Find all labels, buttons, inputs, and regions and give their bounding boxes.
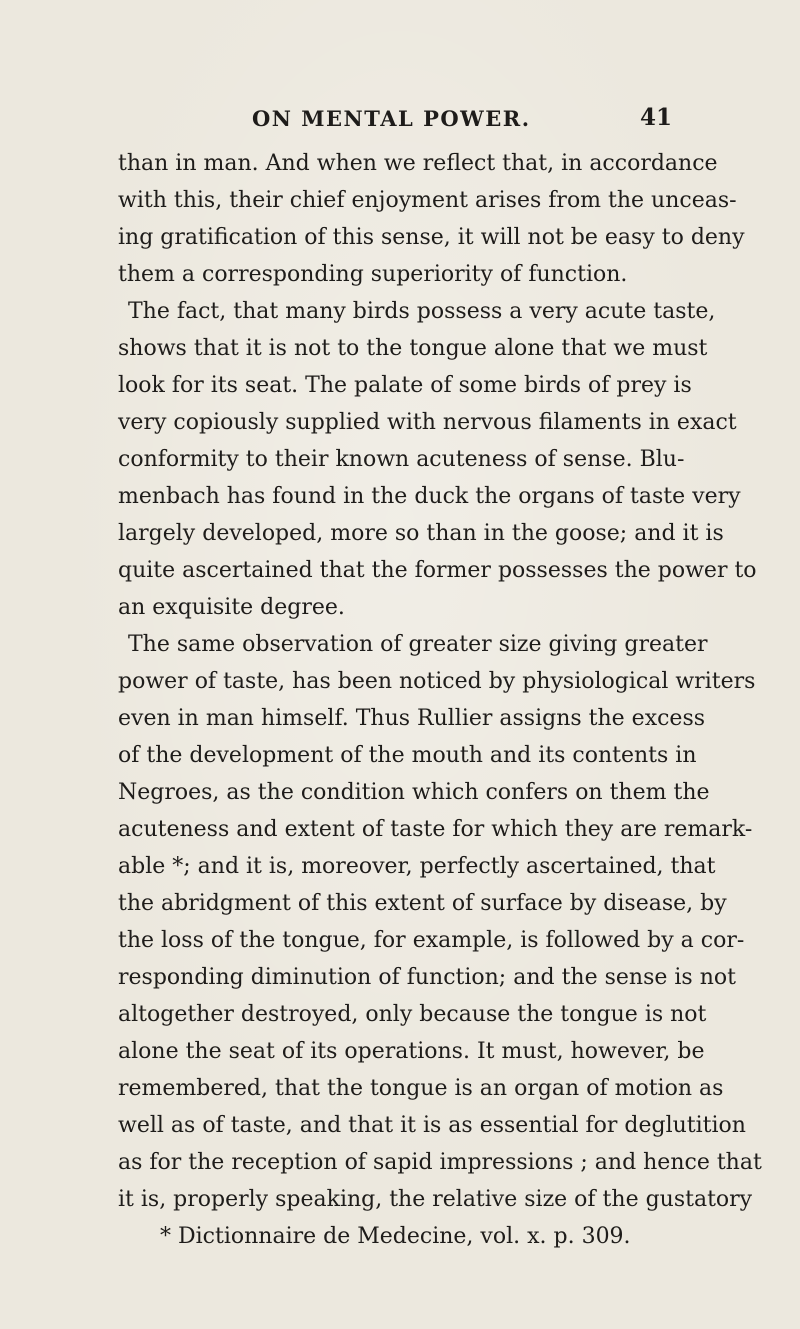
text-line: remembered, that the tongue is an organ of motion as: [118, 1076, 724, 1101]
text-line: very copiously supplied with nervous filaments in exact: [118, 410, 737, 435]
text-line: them a corresponding superiority of function.: [118, 262, 628, 287]
text-line: able *; and it is, moreover, perfectly ascertained, that: [118, 854, 716, 879]
text-line: largely developed, more so than in the goose; and it is: [118, 521, 724, 546]
text-line: acuteness and extent of taste for which they are remark-: [118, 817, 753, 842]
text-line: power of taste, has been noticed by physiological writers: [118, 669, 756, 694]
text-line: ing gratification of this sense, it will not be easy to deny: [118, 225, 745, 250]
text-line: it is, properly speaking, the relative size of the gustatory: [118, 1187, 753, 1212]
text-line: as for the reception of sapid impressions ; and hence that: [118, 1150, 762, 1175]
text-line: conformity to their known acuteness of sense. Blu-: [118, 447, 685, 472]
paragraph-start: The same observation of greater size giving greater: [128, 632, 708, 657]
text-line: responding diminution of function; and the sense is not: [118, 965, 736, 990]
text-line: shows that it is not to the tongue alone that we must: [118, 336, 708, 361]
text-line: Negroes, as the condition which confers on them the: [118, 780, 710, 805]
footnote: * Dictionnaire de Medecine, vol. x. p. 309.: [160, 1224, 631, 1249]
text-line: alone the seat of its operations. It must, however, be: [118, 1039, 705, 1064]
text-line: well as of taste, and that it is as essential for deglutition: [118, 1113, 746, 1138]
text-line: menbach has found in the duck the organs of taste very: [118, 484, 741, 509]
text-line: even in man himself. Thus Rullier assigns the excess: [118, 706, 706, 731]
text-line: look for its seat. The palate of some birds of prey is: [118, 373, 692, 398]
text-line: of the development of the mouth and its contents in: [118, 743, 697, 768]
page-number: 41: [640, 104, 673, 131]
running-head-title: ON MENTAL POWER.: [252, 106, 531, 131]
text-line: an exquisite degree.: [118, 595, 345, 620]
text-line: quite ascertained that the former possesses the power to: [118, 558, 757, 583]
text-line: than in man. And when we reflect that, in accordance: [118, 151, 718, 176]
text-line: the loss of the tongue, for example, is followed by a cor-: [118, 928, 745, 953]
paragraph-start: The fact, that many birds possess a very acute taste,: [128, 299, 716, 324]
running-head: [0, 104, 800, 140]
text-line: the abridgment of this extent of surface by disease, by: [118, 891, 727, 916]
text-line: with this, their chief enjoyment arises from the unceas-: [118, 188, 737, 213]
text-line: altogether destroyed, only because the tongue is not: [118, 1002, 707, 1027]
